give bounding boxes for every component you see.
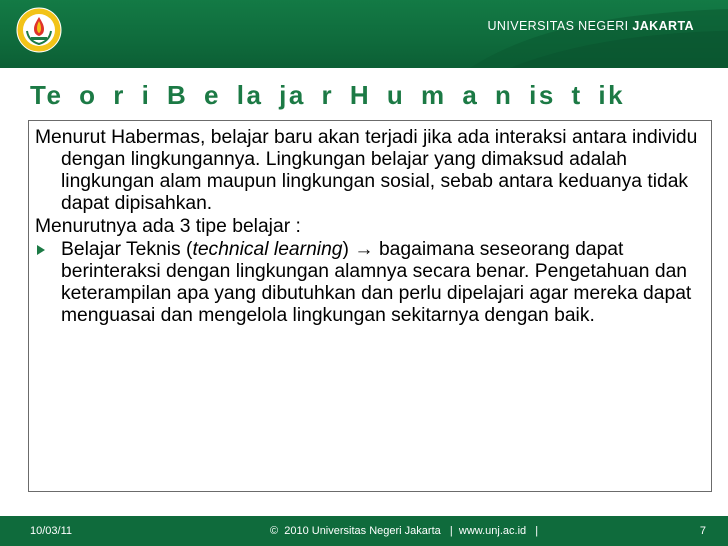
header-decoration <box>470 0 728 68</box>
university-name <box>487 19 694 33</box>
footer-date: 10/03/11 <box>30 525 73 537</box>
bullet-close: ) <box>342 239 349 260</box>
slide-title: Te o r i B e la ja r H u m a n is t ik <box>30 80 626 110</box>
bullet-technical-learning <box>35 239 707 327</box>
content-box <box>28 120 712 492</box>
paragraph-types: Menurutnya ada 3 tipe belajar : <box>35 216 301 237</box>
footer-copyright: © 2010 Universitas Negeri Jakarta | www.unj.ac.id | <box>270 525 539 537</box>
unj-emblem-icon <box>16 7 62 53</box>
bullet-arrow-icon <box>37 245 45 255</box>
bullet-lead: Belajar Teknis ( <box>61 239 193 260</box>
slide-footer <box>0 516 728 546</box>
page-number: 7 <box>699 525 706 537</box>
university-name-bold: JAKARTA <box>632 19 694 33</box>
bullet-text: bagaimana seseorang dapat berinteraksi dengan lingkungan alamnya secara benar. Pengetahuan dan keterampilan apa yang dibutuhkan dan perlu dipelajari agar mereka dapat menguasai dan mengelola lingkungan sekitarnya dengan baik. <box>61 239 692 326</box>
paragraph-habermas: Menurut Habermas, belajar baru akan terjadi jika ada interaksi antara individu dengan lingkungannya. Lingkungan belajar yang dimaksud adalah lingkungan alam maupun lingkungan sosial, sebab antara keduanya tidak dapat dipisahkan. <box>35 127 698 214</box>
right-arrow-icon: → <box>354 239 374 260</box>
slide-header <box>0 0 728 68</box>
university-name-regular: UNIVERSITAS NEGERI <box>487 19 633 33</box>
bullet-italic-term: technical learning <box>192 239 343 260</box>
